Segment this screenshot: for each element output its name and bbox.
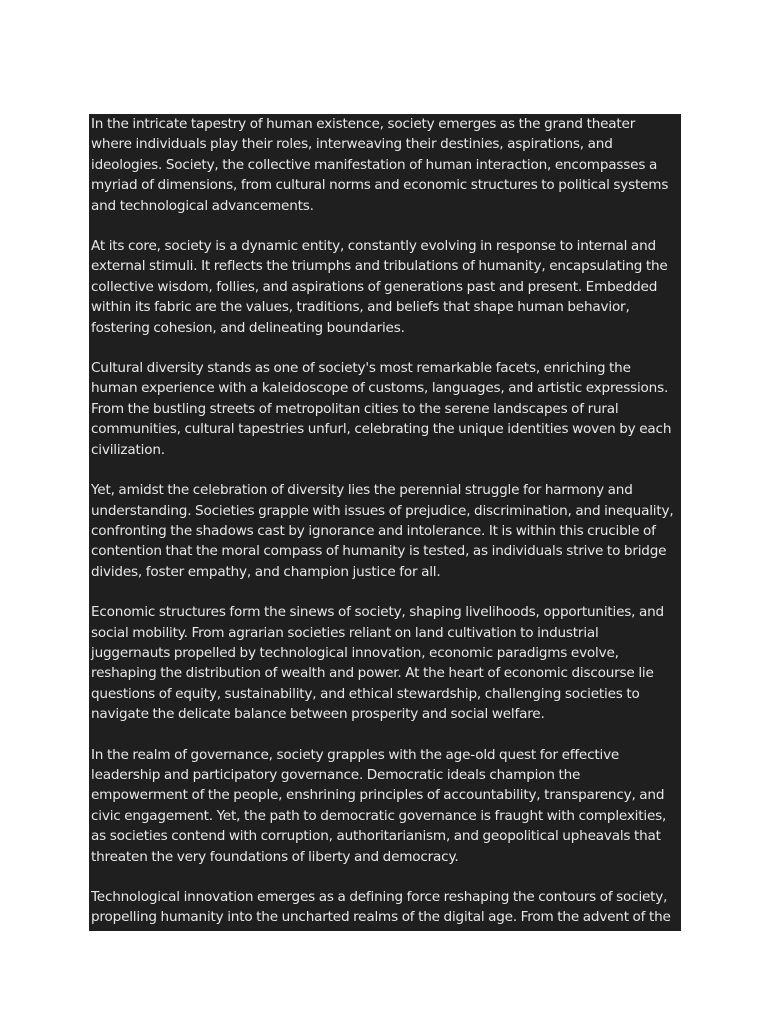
dark-text-block [89,114,681,931]
paragraph-2: At its core, society is a dynamic entity, constantly evolving in response to internal and external stimuli. It reflects the triumphs and tribulations of humanity, encapsulating the collective wisdom, follies, and aspirations of generations past and present. Embedded within its fabric are the values, traditions, and beliefs that shape human behavior, fostering cohesion, and delineating boundaries. [91,238,668,336]
paragraph-5: Economic structures form the sinews of society, shaping livelihoods, opportunities, and social mobility. From agrarian societies reliant on land cultivation to industrial juggernauts propelled by technological innovation, economic paradigms evolve, reshaping the distribution of wealth and power. At the heart of economic discourse lie questions of equity, sustainability, and ethical stewardship, challenging societies to navigate the delicate balance between prosperity and social welfare. [91,604,664,723]
paragraph-4: Yet, amidst the celebration of diversity lies the perennial struggle for harmony and understanding. Societies grapple with issues of prejudice, discrimination, and inequality, confronting the shadows cast by ignorance and intolerance. It is within this crucible of contention that the moral compass of humanity is tested, as individuals strive to bridge divides, foster empathy, and champion justice for all. [91,482,674,580]
paragraph-6: In the realm of governance, society grapples with the age-old quest for effective leadership and participatory governance. Democratic ideals champion the empowerment of the people, enshrining principles of accountability, transparency, and civic engagement. Yet, the path to democratic governance is fraught with complexities, as societies contend with corruption, authoritarianism, and geopolitical upheavals that threaten the very foundations of liberty and democracy. [91,746,667,865]
paragraph-3: Cultural diversity stands as one of society's most remarkable facets, enriching the human experience with a kaleidoscope of customs, languages, and artistic expressions. From the bustling streets of metropolitan cities to the serene landscapes of rural communities, cultural tapestries unfurl, celebrating the unique identities woven by each civilization. [91,360,672,458]
paragraph-7: Technological innovation emerges as a defining force reshaping the contours of society, propelling humanity into the uncharted realms of the digital age. From the advent of the [91,889,671,926]
paragraph-1: In the intricate tapestry of human existence, society emerges as the grand theater where individuals play their roles, interweaving their destinies, aspirations, and ideologies. Society, the collective manifestation of human interaction, encompasses a myriad of dimensions, from cultural norms and economic structures to political systems and technological advancements. [91,116,669,214]
